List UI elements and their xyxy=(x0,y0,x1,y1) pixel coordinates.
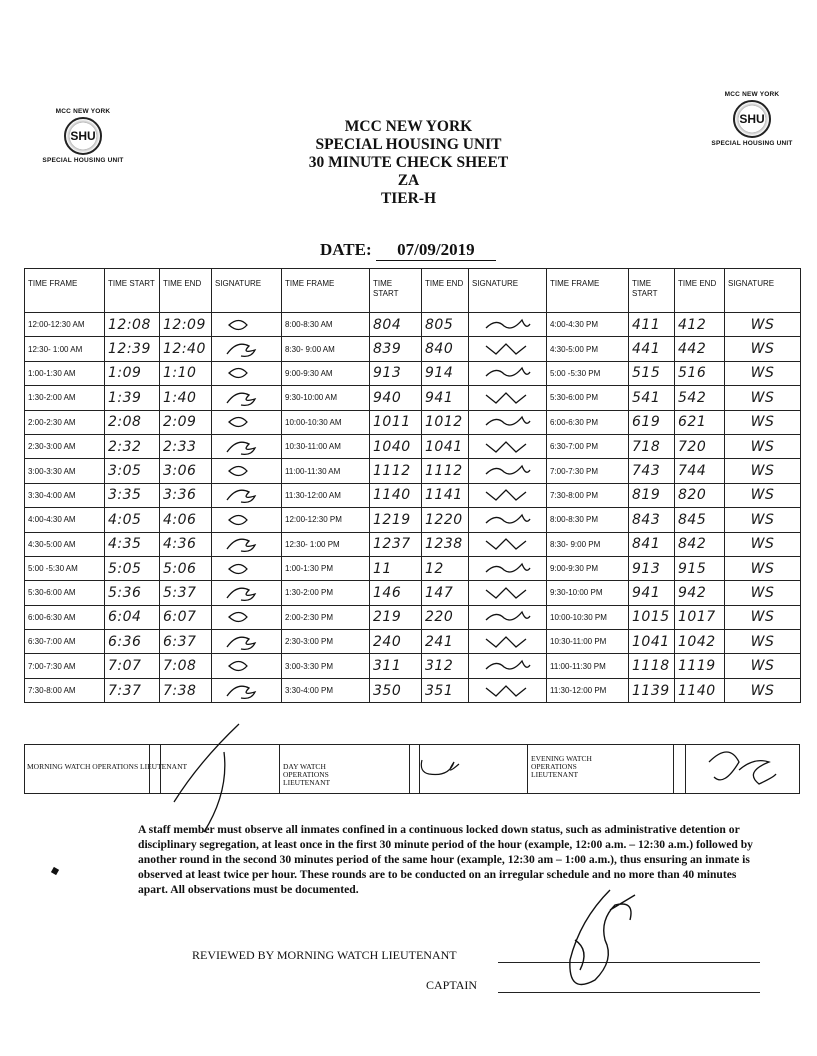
time-start-cell: 1140 xyxy=(370,483,422,507)
time-frame-cell: 6:30-7:00 AM xyxy=(25,630,105,654)
signature-cell xyxy=(212,459,282,483)
column-header: TIME START xyxy=(629,269,675,313)
time-end-cell: 1238 xyxy=(422,532,469,556)
time-end-cell: 12:40 xyxy=(160,337,212,361)
time-end-cell: 941 xyxy=(422,386,469,410)
signature-cell xyxy=(212,386,282,410)
time-end-cell: 7:08 xyxy=(160,654,212,678)
time-frame-cell: 1:30-2:00 PM xyxy=(282,581,370,605)
time-frame-cell: 3:00-3:30 AM xyxy=(25,459,105,483)
time-start-cell: 1011 xyxy=(370,410,422,434)
time-end-cell: 351 xyxy=(422,678,469,702)
time-start-cell: 6:36 xyxy=(105,630,160,654)
time-frame-cell: 9:00-9:30 PM xyxy=(547,556,629,580)
signature-cell: WS xyxy=(725,556,801,580)
signature-cell xyxy=(212,581,282,605)
time-end-cell: 942 xyxy=(675,581,725,605)
time-start-cell: 515 xyxy=(629,361,675,385)
time-frame-cell: 9:00-9:30 AM xyxy=(282,361,370,385)
shu-badge-icon: SHU xyxy=(64,117,102,155)
signature-cell xyxy=(212,313,282,337)
time-frame-cell: 7:00-7:30 PM xyxy=(547,459,629,483)
column-header: TIME END xyxy=(422,269,469,313)
handwritten-initials xyxy=(482,608,534,626)
captain-label: CAPTAIN xyxy=(426,978,478,992)
time-frame-cell: 5:00 -5:30 PM xyxy=(547,361,629,385)
header-block: ZA xyxy=(397,172,420,189)
handwritten-initials xyxy=(482,657,534,675)
time-start-cell: 411 xyxy=(629,313,675,337)
signature-cell xyxy=(469,459,547,483)
time-end-cell: 2:09 xyxy=(160,410,212,434)
signature-cell: WS xyxy=(725,654,801,678)
document-header xyxy=(0,118,817,208)
time-start-cell: 819 xyxy=(629,483,675,507)
handwritten-initials xyxy=(482,682,534,700)
time-start-cell: 843 xyxy=(629,508,675,532)
time-frame-cell: 12:30- 1:00 AM xyxy=(25,337,105,361)
handwritten-initials xyxy=(482,389,534,407)
time-start-cell: 3:35 xyxy=(105,483,160,507)
time-end-cell: 2:33 xyxy=(160,434,212,458)
reviewed-by-label: REVIEWED BY MORNING WATCH LIEUTENANT xyxy=(192,948,457,962)
time-start-cell: 1:39 xyxy=(105,386,160,410)
time-end-cell: 6:07 xyxy=(160,605,212,629)
time-end-cell: 12:09 xyxy=(160,313,212,337)
time-start-cell: 1:09 xyxy=(105,361,160,385)
signature-cell xyxy=(212,410,282,434)
handwritten-initials xyxy=(221,511,273,529)
time-end-cell: 1041 xyxy=(422,434,469,458)
time-frame-cell: 4:30-5:00 PM xyxy=(547,337,629,361)
time-frame-cell: 11:30-12:00 AM xyxy=(282,483,370,507)
header-institution: MCC NEW YORK xyxy=(344,118,473,135)
time-end-cell: 220 xyxy=(422,605,469,629)
time-start-cell: 5:05 xyxy=(105,556,160,580)
logo-top-text: MCC NEW YORK xyxy=(55,108,111,115)
time-start-cell: 913 xyxy=(370,361,422,385)
stray-mark xyxy=(51,867,59,875)
time-start-cell: 4:05 xyxy=(105,508,160,532)
signature-cell xyxy=(212,361,282,385)
time-start-cell: 1040 xyxy=(370,434,422,458)
date-value: 07/09/2019 xyxy=(376,240,496,261)
signature-cell xyxy=(212,556,282,580)
time-start-cell: 2:08 xyxy=(105,410,160,434)
signature-cell xyxy=(212,337,282,361)
time-end-cell: 1:10 xyxy=(160,361,212,385)
column-header: TIME START xyxy=(370,269,422,313)
handwritten-initials xyxy=(221,682,273,700)
time-frame-cell: 6:30-7:00 PM xyxy=(547,434,629,458)
time-frame-cell: 12:30- 1:00 PM xyxy=(282,532,370,556)
signature-cell xyxy=(212,532,282,556)
time-start-cell: 718 xyxy=(629,434,675,458)
table-row xyxy=(25,630,801,654)
signature-cell xyxy=(469,361,547,385)
signature-cell: WS xyxy=(725,581,801,605)
column-header: TIME START xyxy=(105,269,160,313)
time-end-cell: 1:40 xyxy=(160,386,212,410)
time-start-cell: 7:37 xyxy=(105,678,160,702)
time-end-cell: 720 xyxy=(675,434,725,458)
handwritten-initials xyxy=(221,535,273,553)
signature-cell xyxy=(469,410,547,434)
time-start-cell: 12:39 xyxy=(105,337,160,361)
time-end-cell: 7:38 xyxy=(160,678,212,702)
day-watch-label: DAY WATCH OPERATIONS LIEUTENANT xyxy=(283,762,331,787)
time-frame-cell: 2:00-2:30 PM xyxy=(282,605,370,629)
signature-cell xyxy=(212,654,282,678)
time-frame-cell: 4:30-5:00 AM xyxy=(25,532,105,556)
time-start-cell: 7:07 xyxy=(105,654,160,678)
table-row xyxy=(25,581,801,605)
captain-signature xyxy=(540,880,680,1010)
time-end-cell: 805 xyxy=(422,313,469,337)
shu-badge-icon: SHU xyxy=(733,100,771,138)
header-tier: TIER-H xyxy=(380,190,437,207)
date-line xyxy=(320,240,496,261)
time-start-cell: 941 xyxy=(629,581,675,605)
logo-top-text: MCC NEW YORK xyxy=(724,91,780,98)
signature-cell xyxy=(212,483,282,507)
column-header: SIGNATURE xyxy=(725,269,801,313)
time-frame-cell: 3:00-3:30 PM xyxy=(282,654,370,678)
header-sheet-title: 30 MINUTE CHECK SHEET xyxy=(308,154,509,171)
time-start-cell: 311 xyxy=(370,654,422,678)
time-frame-cell: 8:30- 9:00 AM xyxy=(282,337,370,361)
time-frame-cell: 7:00-7:30 AM xyxy=(25,654,105,678)
time-end-cell: 4:36 xyxy=(160,532,212,556)
time-start-cell: 12:08 xyxy=(105,313,160,337)
table-row xyxy=(25,313,801,337)
time-frame-cell: 2:00-2:30 AM xyxy=(25,410,105,434)
time-end-cell: 1220 xyxy=(422,508,469,532)
date-label: DATE: xyxy=(320,240,372,259)
time-frame-cell: 5:30-6:00 PM xyxy=(547,386,629,410)
time-start-cell: 619 xyxy=(629,410,675,434)
signature-cell xyxy=(469,556,547,580)
signature-cell xyxy=(469,386,547,410)
policy-paragraph: A staff member must observe all inmates confined in a continuous locked down status, such as administrative detention or disciplinary segregation, at least once in the first 30 minute period of the hour (example, 12:00 a.m. – 12:30 a.m.) followed by another round in the second 30 minutes period of the same hour (example, 12:30 am – 1:00 a.m.), thus ensuring an inmate is observed at least twice per hour. These rounds are to be conducted on an irregular schedule and no more than 40 minutes apart. All observations must be documented. xyxy=(138,823,753,896)
time-end-cell: 1017 xyxy=(675,605,725,629)
handwritten-initials xyxy=(482,438,534,456)
time-start-cell: 743 xyxy=(629,459,675,483)
table-row xyxy=(25,386,801,410)
signature-cell xyxy=(212,678,282,702)
logo-bottom-text: SPECIAL HOUSING UNIT xyxy=(711,140,793,147)
time-start-cell: 839 xyxy=(370,337,422,361)
time-frame-cell: 1:00-1:30 PM xyxy=(282,556,370,580)
time-end-cell: 312 xyxy=(422,654,469,678)
handwritten-initials xyxy=(482,535,534,553)
signature-cell: WS xyxy=(725,678,801,702)
logo-bottom-text: SPECIAL HOUSING UNIT xyxy=(42,157,124,164)
signature-cell xyxy=(469,581,547,605)
signature-cell xyxy=(212,434,282,458)
time-start-cell: 1112 xyxy=(370,459,422,483)
time-frame-cell: 3:30-4:00 AM xyxy=(25,483,105,507)
signature-cell xyxy=(469,508,547,532)
time-frame-cell: 12:00-12:30 PM xyxy=(282,508,370,532)
time-end-cell: 5:06 xyxy=(160,556,212,580)
time-start-cell: 1237 xyxy=(370,532,422,556)
handwritten-initials xyxy=(482,560,534,578)
time-end-cell: 442 xyxy=(675,337,725,361)
time-end-cell: 842 xyxy=(675,532,725,556)
signature-cell xyxy=(469,630,547,654)
time-frame-cell: 10:00-10:30 PM xyxy=(547,605,629,629)
time-end-cell: 621 xyxy=(675,410,725,434)
signature-cell xyxy=(212,508,282,532)
time-end-cell: 12 xyxy=(422,556,469,580)
column-header: TIME FRAME xyxy=(547,269,629,313)
time-frame-cell: 10:30-11:00 PM xyxy=(547,630,629,654)
table-row xyxy=(25,361,801,385)
handwritten-initials xyxy=(221,608,273,626)
handwritten-initials xyxy=(221,389,273,407)
time-frame-cell: 3:30-4:00 PM xyxy=(282,678,370,702)
column-header: TIME FRAME xyxy=(25,269,105,313)
time-end-cell: 1012 xyxy=(422,410,469,434)
time-frame-cell: 8:00-8:30 AM xyxy=(282,313,370,337)
column-header: TIME END xyxy=(160,269,212,313)
handwritten-initials xyxy=(482,316,534,334)
time-frame-cell: 5:30-6:00 AM xyxy=(25,581,105,605)
time-end-cell: 147 xyxy=(422,581,469,605)
time-frame-cell: 9:30-10:00 PM xyxy=(547,581,629,605)
handwritten-initials xyxy=(221,560,273,578)
time-start-cell: 1219 xyxy=(370,508,422,532)
time-start-cell: 804 xyxy=(370,313,422,337)
signature-cell xyxy=(469,654,547,678)
time-frame-cell: 4:00-4:30 PM xyxy=(547,313,629,337)
time-end-cell: 3:06 xyxy=(160,459,212,483)
morning-watch-label: MORNING WATCH OPERATIONS LIEUTENANT xyxy=(27,762,188,771)
time-end-cell: 1119 xyxy=(675,654,725,678)
time-end-cell: 5:37 xyxy=(160,581,212,605)
handwritten-initials xyxy=(221,462,273,480)
time-start-cell: 2:32 xyxy=(105,434,160,458)
time-end-cell: 4:06 xyxy=(160,508,212,532)
table-body xyxy=(25,313,801,703)
time-end-cell: 516 xyxy=(675,361,725,385)
time-frame-cell: 9:30-10:00 AM xyxy=(282,386,370,410)
time-start-cell: 146 xyxy=(370,581,422,605)
time-start-cell: 11 xyxy=(370,556,422,580)
handwritten-initials xyxy=(221,633,273,651)
time-start-cell: 1118 xyxy=(629,654,675,678)
table-row xyxy=(25,654,801,678)
time-frame-cell: 4:00-4:30 AM xyxy=(25,508,105,532)
column-header: SIGNATURE xyxy=(212,269,282,313)
time-start-cell: 441 xyxy=(629,337,675,361)
table-row xyxy=(25,337,801,361)
time-end-cell: 820 xyxy=(675,483,725,507)
table-row xyxy=(25,508,801,532)
table-row xyxy=(25,678,801,702)
time-frame-cell: 6:00-6:30 AM xyxy=(25,605,105,629)
time-end-cell: 845 xyxy=(675,508,725,532)
column-header: SIGNATURE xyxy=(469,269,547,313)
time-start-cell: 1139 xyxy=(629,678,675,702)
handwritten-initials xyxy=(482,413,534,431)
time-start-cell: 1015 xyxy=(629,605,675,629)
handwritten-initials xyxy=(482,511,534,529)
time-frame-cell: 7:30-8:00 AM xyxy=(25,678,105,702)
signature-cell: WS xyxy=(725,361,801,385)
time-start-cell: 3:05 xyxy=(105,459,160,483)
signature-cell xyxy=(469,337,547,361)
signature-cell: WS xyxy=(725,386,801,410)
header-unit: SPECIAL HOUSING UNIT xyxy=(315,136,502,153)
handwritten-initials xyxy=(221,584,273,602)
time-frame-cell: 2:30-3:00 AM xyxy=(25,434,105,458)
time-start-cell: 541 xyxy=(629,386,675,410)
time-end-cell: 241 xyxy=(422,630,469,654)
table-row xyxy=(25,532,801,556)
time-start-cell: 841 xyxy=(629,532,675,556)
evening-watch-label: EVENING WATCH OPERATIONS LIEUTENANT xyxy=(531,754,592,779)
signature-cell xyxy=(469,434,547,458)
time-start-cell: 350 xyxy=(370,678,422,702)
signature-cell xyxy=(469,483,547,507)
handwritten-initials xyxy=(482,486,534,504)
time-frame-cell: 11:00-11:30 PM xyxy=(547,654,629,678)
column-header: TIME FRAME xyxy=(282,269,370,313)
signature-cell: WS xyxy=(725,483,801,507)
time-end-cell: 1141 xyxy=(422,483,469,507)
time-end-cell: 1140 xyxy=(675,678,725,702)
time-start-cell: 4:35 xyxy=(105,532,160,556)
handwritten-initials xyxy=(221,657,273,675)
time-frame-cell: 8:30- 9:00 PM xyxy=(547,532,629,556)
time-frame-cell: 1:30-2:00 AM xyxy=(25,386,105,410)
handwritten-initials xyxy=(482,633,534,651)
signature-cell: WS xyxy=(725,605,801,629)
time-frame-cell: 6:00-6:30 PM xyxy=(547,410,629,434)
signature-cell: WS xyxy=(725,410,801,434)
handwritten-initials xyxy=(221,316,273,334)
signature-cell xyxy=(469,678,547,702)
handwritten-initials xyxy=(221,413,273,431)
time-start-cell: 219 xyxy=(370,605,422,629)
time-frame-cell: 10:00-10:30 AM xyxy=(282,410,370,434)
table-row xyxy=(25,483,801,507)
time-frame-cell: 10:30-11:00 AM xyxy=(282,434,370,458)
time-end-cell: 914 xyxy=(422,361,469,385)
table-row xyxy=(25,410,801,434)
signature-cell xyxy=(212,605,282,629)
time-start-cell: 913 xyxy=(629,556,675,580)
signature-cell: WS xyxy=(725,313,801,337)
signature-cell: WS xyxy=(725,508,801,532)
signature-cell: WS xyxy=(725,434,801,458)
time-end-cell: 3:36 xyxy=(160,483,212,507)
table-row xyxy=(25,459,801,483)
signature-cell xyxy=(469,532,547,556)
time-start-cell: 940 xyxy=(370,386,422,410)
time-end-cell: 744 xyxy=(675,459,725,483)
time-frame-cell: 8:00-8:30 PM xyxy=(547,508,629,532)
handwritten-initials xyxy=(221,438,273,456)
signature-cell: WS xyxy=(725,630,801,654)
handwritten-initials xyxy=(482,364,534,382)
signature-cell: WS xyxy=(725,532,801,556)
signature-cell: WS xyxy=(725,459,801,483)
time-start-cell: 6:04 xyxy=(105,605,160,629)
time-frame-cell: 11:00-11:30 AM xyxy=(282,459,370,483)
signature-cell xyxy=(469,313,547,337)
time-end-cell: 542 xyxy=(675,386,725,410)
time-end-cell: 915 xyxy=(675,556,725,580)
table-row xyxy=(25,556,801,580)
time-end-cell: 840 xyxy=(422,337,469,361)
time-frame-cell: 11:30-12:00 PM xyxy=(547,678,629,702)
time-frame-cell: 12:00-12:30 AM xyxy=(25,313,105,337)
signature-cell xyxy=(469,605,547,629)
time-frame-cell: 5:00 -5:30 AM xyxy=(25,556,105,580)
time-start-cell: 5:36 xyxy=(105,581,160,605)
handwritten-initials xyxy=(221,364,273,382)
time-end-cell: 6:37 xyxy=(160,630,212,654)
column-header: TIME END xyxy=(675,269,725,313)
signature-cell: WS xyxy=(725,337,801,361)
table-row xyxy=(25,434,801,458)
handwritten-initials xyxy=(482,340,534,358)
time-frame-cell: 7:30-8:00 PM xyxy=(547,483,629,507)
time-frame-cell: 1:00-1:30 AM xyxy=(25,361,105,385)
time-start-cell: 1041 xyxy=(629,630,675,654)
time-end-cell: 1112 xyxy=(422,459,469,483)
handwritten-initials xyxy=(221,340,273,358)
time-end-cell: 1042 xyxy=(675,630,725,654)
time-frame-cell: 2:30-3:00 PM xyxy=(282,630,370,654)
table-header-row xyxy=(25,269,801,313)
handwritten-initials xyxy=(221,486,273,504)
handwritten-initials xyxy=(482,462,534,480)
time-start-cell: 240 xyxy=(370,630,422,654)
signature-cell xyxy=(212,630,282,654)
handwritten-initials xyxy=(482,584,534,602)
time-end-cell: 412 xyxy=(675,313,725,337)
table-row xyxy=(25,605,801,629)
check-table xyxy=(24,268,801,703)
